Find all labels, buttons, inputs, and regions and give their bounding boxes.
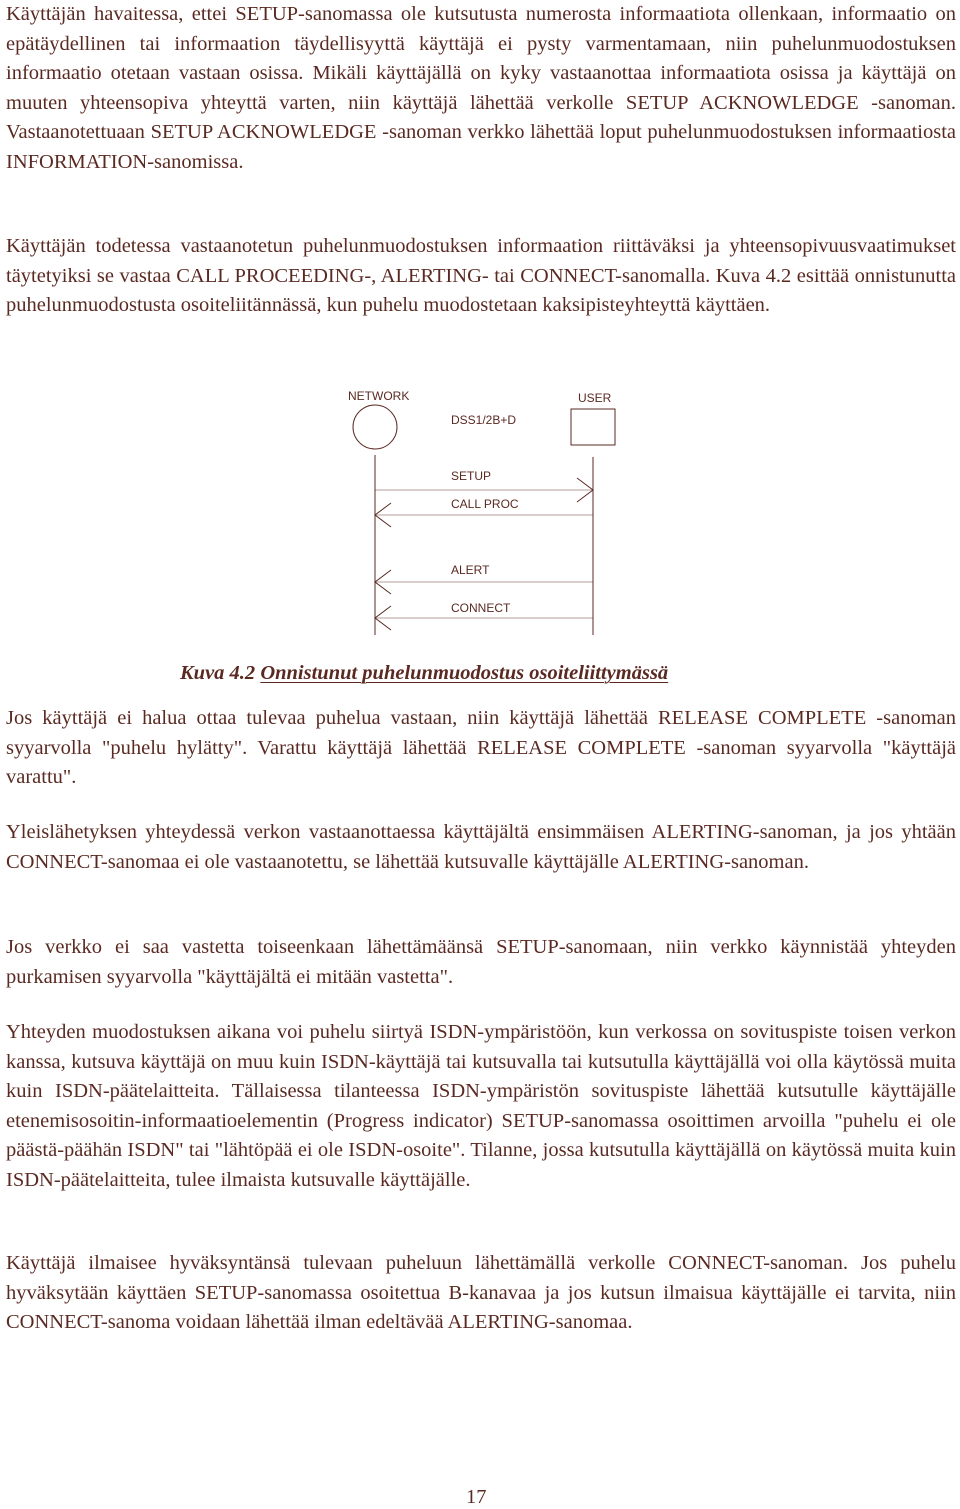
paragraph-3: Jos käyttäjä ei halua ottaa tulevaa puhelua vastaan, niin käyttäjä lähettää RELEASE COMPLETE -sanoman syyarvolla "puhelu hylätty". Varattu käyttäjä lähettää RELEASE COMPLETE -sanoman syyarvolla "käyttäjä varattu".: [6, 707, 956, 789]
document-page: [6, 0, 956, 1508]
interface-label: DSS1/2B+D: [451, 413, 517, 427]
connect-message-label: CONNECT: [451, 601, 511, 615]
paragraph-5: Jos verkko ei saa vastetta toiseenkaan lähettämäänsä SETUP-sanomaan, niin verkko käynnistää yhteyden purkamisen syyarvolla "käyttäjältä ei mitään vastetta".: [6, 936, 956, 988]
paragraph-1: Käyttäjän havaitessa, ettei SETUP-sanomassa ole kutsutusta numerosta informaatiota ollenkaan, informaatio on epätäydellinen tai informaation täydellisyyttä käyttäjä ei pysty varmentamaan, niin puhelunmuodostuksen informaatio otetaan vastaan osissa. Mikäli käyttäjällä on kyky vastaanottaa informaatiota osissa ja käyttäjä on muuten yhteensopiva yhteyttä varten, niin käyttäjä lähettää verkolle SETUP ACKNOWLEDGE -sanoman. Vastaanotettuaan SETUP ACKNOWLEDGE -sanoman verkko lähettää loput puhelunmuodostuksen informaatiosta INFORMATION-sanomissa.: [6, 3, 956, 173]
setup-message-label: SETUP: [451, 469, 492, 483]
paragraph-7: Käyttäjä ilmaisee hyväksyntänsä tulevaan puheluun lähettämällä verkolle CONNECT-sanoman. Jos puhelu hyväksytään käyttäen SETUP-sanomassa osoitettua B-kanavaa ja jos kutsun ilmaisua käyttäjälle ei tarvita, niin CONNECT-sanoma voidaan lähettää ilman edeltävää ALERTING-sanomaa.: [6, 1252, 956, 1334]
call-proc-message-label: CALL PROC: [451, 497, 519, 511]
figure-caption: [180, 662, 800, 685]
network-label: NETWORK: [348, 389, 410, 403]
paragraph-6: Yhteyden muodostuksen aikana voi puhelu siirtyä ISDN-ympäristöön, kun verkossa on sovituspiste toisen verkon kanssa, kutsuva käyttäjä on muu kuin ISDN-käyttäjä tai kutsuvalla tai kutsutulla käyttäjällä voi olla käytössä muita kuin ISDN-päätelaitteita. Tällaisessa tilanteessa ISDN-ympäristön sovituspiste lähettää kutsutulle käyttäjälle etenemisosoitin-informaatioelementin (Progress indicator) SETUP-sanomassa osoittimen arvoilla "puhelu ei ole päästä-päähän ISDN" tai "lähtöpää ei ole ISDN-osoite". Tilanne, jossa kutsutulla käyttäjällä on käytössä muita kuin ISDN-päätelaitteita, tulee ilmaista kutsuvalle käyttäjälle.: [6, 1021, 956, 1191]
user-label: USER: [578, 391, 612, 405]
paragraph-4: Yleislähetyksen yhteydessä verkon vastaanottaessa käyttäjältä ensimmäisen ALERTING-sanoman, ja jos yhtään CONNECT-sanomaa ei ole vastaanotettu, se lähettää kutsuvalle käyttäjälle ALERTING-sanoman.: [6, 821, 956, 873]
page-number: 17: [466, 1486, 487, 1508]
caption-number: Kuva 4.2: [180, 662, 256, 684]
paragraph-2: Käyttäjän todetessa vastaanotetun puhelunmuodostuksen informaation riittäväksi ja yhteensopivuusvaatimukset täytetyiksi se vastaa CALL PROCEEDING-, ALERTING- tai CONNECT-sanomalla. Kuva 4.2 esittää onnistunutta puhelunmuodostusta osoiteliitännässä, kun puhelu muodostetaan kaksipisteyhteyttä käyttäen.: [6, 235, 956, 317]
caption-title: Onnistunut puhelunmuodostus osoiteliittymässä: [260, 662, 669, 684]
alert-message-label: ALERT: [451, 563, 490, 577]
